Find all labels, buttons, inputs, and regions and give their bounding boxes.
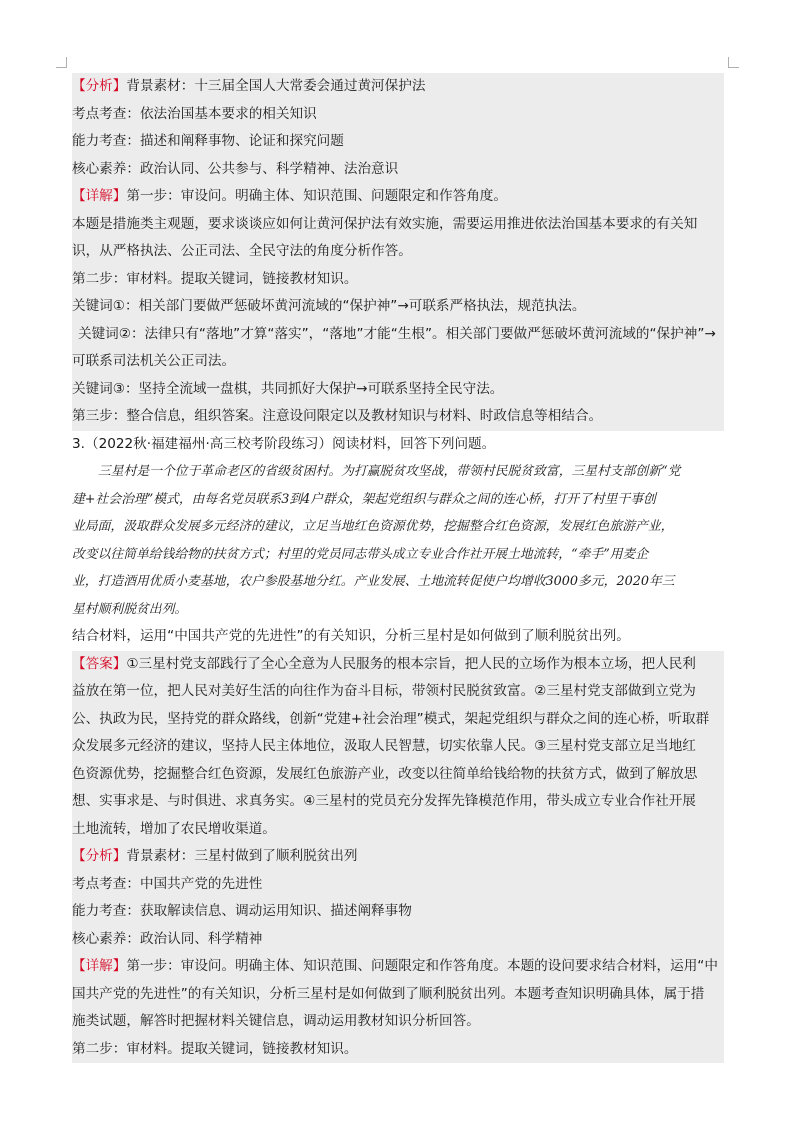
detail-text-line: 识，从严格执法、公正司法、全民守法的角度分析作答。 xyxy=(72,238,724,266)
nengli-line: 能力考查：描述和阐释事物、论证和探究问题 xyxy=(72,128,724,156)
crop-mark-top-left xyxy=(56,57,67,68)
detail-tag: 【详解】 xyxy=(72,188,127,204)
detail-text-line: 本题是措施类主观题，要求谈谈应如何让黄河保护法有效实施，需要运用推进依法治国基本要求的有关知 xyxy=(72,211,724,239)
detail-text-line: 施类试题，解答时把握材料关键信息，调动运用教材知识分析回答。 xyxy=(72,1008,724,1036)
answer-line: 想、实事求是、与时俱进、求真务实。④三星村的党员充分发挥先锋模范作用，带头成立专业合作社开展 xyxy=(72,788,724,816)
answer-line: 色资源优势，挖掘整合红色资源，发展红色旅游产业，改变以往简单给钱给物的扶贫方式，做到了解放思 xyxy=(72,761,724,789)
question-prompt: 结合材料，运用“中国共产党的先进性”的有关知识，分析三星村是如何做到了顺利脱贫出列。 xyxy=(72,628,630,644)
keyword-1-line: 关键词①：相关部门要做严惩破坏黄河流域的“保护神”→可联系严格执法，规范执法。 xyxy=(72,293,724,321)
kaodian-line: 考点考查：依法治国基本要求的相关知识 xyxy=(72,101,724,129)
analysis-background-line xyxy=(72,73,724,101)
keyword-2-cont-line: 可联系司法机关公正司法。 xyxy=(72,348,724,376)
detail-step1-line: 【详解】第一步：审设问。明确主体、知识范围、问题限定和作答角度。本题的设问要求结合材料，运用“中 xyxy=(72,953,724,981)
keyword-3-line: 关键词③：坚持全流域一盘棋，共同抓好大保护→可联系坚持全民守法。 xyxy=(72,376,724,404)
detail-text-line: 国共产党的先进性”的有关知识，分析三星村是如何做到了顺利脱贫出列。本题考查知识明确具体，属于措 xyxy=(72,981,724,1009)
material-line: 三星村是一个位于革命老区的省级贫困村。为打赢脱贫攻坚战，带领村民脱贫致富，三星村支部创新“党 xyxy=(98,464,681,479)
analysis-tag: 【分析】 xyxy=(72,848,127,864)
analysis-background: 背景素材：十三届全国人大常委会通过黄河保护法 xyxy=(126,78,426,94)
answer-line: 益放在第一位，把人民对美好生活的向往作为奋斗目标，带领村民脱贫致富。②三星村党支部做到立党为 xyxy=(72,678,724,706)
answer-line: 众发展多元经济的建议，坚持人民主体地位，汲取人民智慧，切实依靠人民。③三星村党支部立足当地红 xyxy=(72,733,724,761)
analysis-tag: 【分析】 xyxy=(72,78,127,94)
question-title: 3.（2022秋·福建福州·高三校考阶段练习）阅读材料，回答下列问题。 xyxy=(72,435,496,452)
answer-line: 土地流转，增加了农民增收渠道。 xyxy=(72,816,724,844)
detail-step3-line: 第三步：整合信息，组织答案。注意设问限定以及教材知识与材料、时政信息等相结合。 xyxy=(72,403,724,431)
detail-tag: 【详解】 xyxy=(72,958,127,974)
question-3 xyxy=(72,431,724,651)
crop-mark-top-right xyxy=(728,57,739,68)
material-line: 业，打造酒用优质小麦基地，农户参股基地分红。产业发展、土地流转促使户均增收3000多元，2020年三 xyxy=(72,574,675,589)
answer-line: 【答案】①三星村党支部践行了全心全意为人民服务的根本宗旨，把人民的立场作为根本立场，把人民利 xyxy=(72,651,724,679)
keyword-2-line: 关键词②：法律只有“落地”才算“落实”，“落地”才能“生根”。相关部门要做严惩破坏黄河流域的“保护神”→ xyxy=(72,321,724,349)
answer-line: 公、执政为民，坚持党的群众路线，创新“党建+社会治理”模式，架起党组织与群众之间的连心桥，听取群 xyxy=(72,706,724,734)
material-line: 改变以往简单给钱给物的扶贫方式；村里的党员同志带头成立专业合作社开展土地流转，“牵手”用麦企 xyxy=(72,546,649,562)
kaodian-line: 考点考查：中国共产党的先进性 xyxy=(72,871,724,899)
document-body xyxy=(72,73,724,1063)
detail-step2-line: 第二步：审材料。提取关键词，链接教材知识。 xyxy=(72,1036,724,1064)
suyang-line: 核心素养：政治认同、科学精神 xyxy=(72,926,724,954)
nengli-line: 能力考查：获取解读信息、调动运用知识、描述阐释事物 xyxy=(72,898,724,926)
material-line: 建+社会治理”模式，由每名党员联系3到4户群众，架起党组织与群众之间的连心桥，打开了村里干事创 xyxy=(72,491,656,507)
material-line: 星村顺利脱贫出列。 xyxy=(72,601,188,617)
detail-step2-line: 第二步：审材料。提取关键词，链接教材知识。 xyxy=(72,266,724,294)
detail-step1-line: 【详解】第一步：审设问。明确主体、知识范围、问题限定和作答角度。 xyxy=(72,183,724,211)
answer-tag: 【答案】 xyxy=(72,655,127,672)
analysis-background-line: 【分析】背景素材：三星村做到了顺利脱贫出列 xyxy=(72,843,724,871)
suyang-line: 核心素养：政治认同、公共参与、科学精神、法治意识 xyxy=(72,156,724,184)
material-line: 业局面，汲取群众发展多元经济的建议，立足当地红色资源优势，挖掘整合红色资源，发展红色旅游产业， xyxy=(72,519,674,534)
